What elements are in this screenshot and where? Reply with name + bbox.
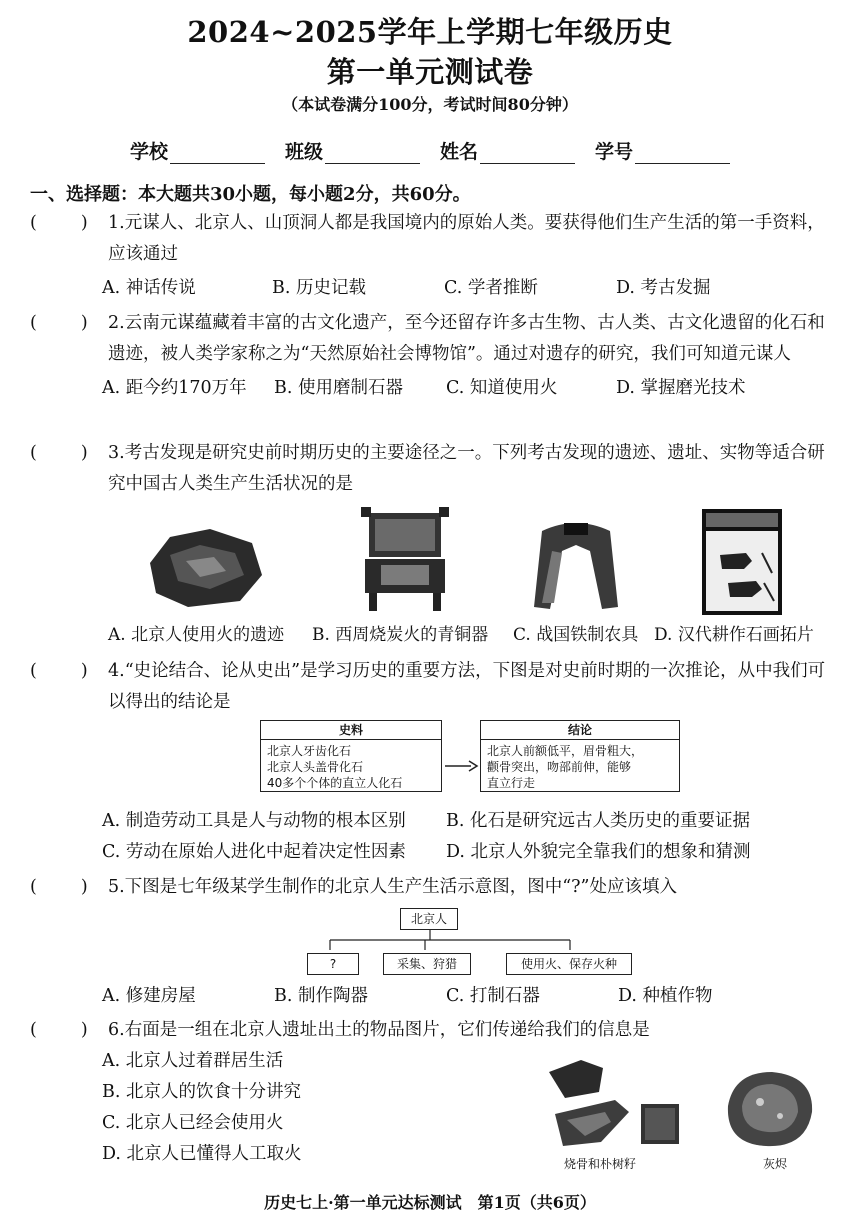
option-c[interactable]: C. 战国铁制农具 [513,625,639,645]
question-stem: 元谋人、北京人、山顶洞人都是我国境内的原始人类。要获得他们生产生活的第一手资料，应该通过 [108,213,825,264]
question-5-options [30,981,830,1012]
han-rubbing-image [702,509,782,615]
question-4 [30,656,830,718]
answer-paren[interactable]: ( ) [30,1020,88,1040]
option-a[interactable]: A. 北京人过着群居生活 [102,1051,284,1071]
fire-remains-image [140,515,270,615]
page-title: 2024~2025学年上学期七年级历史 [187,15,673,49]
tree-root: 北京人 [400,908,458,930]
question-stem: 考古发现是研究史前时期历史的主要途径之一。下列考古发现的遗迹、遗址、实物等适合研究中国古人类生产生活状况的是 [108,443,825,494]
source-line: 北京人头盖骨化石 [267,760,364,774]
question-3 [30,438,830,500]
source-line: 北京人牙齿化石 [267,744,352,758]
option-a[interactable]: A. 修建房屋 [102,986,196,1006]
option-d[interactable]: D. 北京人已懂得人工取火 [102,1144,302,1164]
option-c[interactable]: C. 知道使用火 [446,378,558,398]
source-box [260,720,442,792]
name-field[interactable] [440,137,575,164]
option-c[interactable]: C. 劳动在原始人进化中起着决定性因素 [102,842,406,862]
question-number: 2. [108,313,125,333]
option-d[interactable]: D. 北京人外貌完全靠我们的想象和猜测 [446,842,751,862]
option-d[interactable]: D. 种植作物 [618,986,713,1006]
source-title: 史料 [261,721,441,740]
burnt-bone-image [545,1058,685,1153]
section-heading: 一、选择题：本大题共30小题，每小题2分，共60分。 [30,184,471,205]
id-field[interactable] [595,137,730,164]
name-blank[interactable] [480,143,575,164]
conclusion-line: 北京人前额低平，眉骨粗大， [487,744,644,758]
option-c[interactable]: C. 打制石器 [446,986,540,1006]
conclusion-line: 直立行走 [487,776,536,790]
source-line: 40多个个体的直立人化石 [267,776,403,790]
conclusion-line: 颧骨突出，吻部前伸，能够 [487,760,632,774]
question-number: 4. [108,661,125,681]
caption-bone: 烧骨和朴树籽 [564,1157,637,1171]
id-label: 学号 [595,141,634,163]
option-b[interactable]: B. 历史记载 [272,278,366,298]
option-d[interactable]: D. 掌握磨光技术 [616,378,746,398]
conclusion-box [480,720,680,792]
option-b[interactable]: B. 西周烧炭火的青铜器 [312,625,489,645]
option-d[interactable]: D. 汉代耕作石画拓片 [654,625,814,645]
ash-image [720,1066,820,1152]
option-d[interactable]: D. 考古发掘 [616,278,711,298]
answer-paren[interactable]: ( ) [30,877,88,897]
tree-node-gathering: 采集、狩猎 [383,953,471,975]
class-label: 班级 [284,141,323,163]
option-a[interactable]: A. 制造劳动工具是人与动物的根本区别 [102,811,406,831]
question-number: 5. [108,877,125,897]
arrow-icon [443,760,479,772]
question-stem: 右面是一组在北京人遗址出土的物品图片，它们传递给我们的信息是 [124,1020,650,1040]
option-b[interactable]: B. 使用磨制石器 [274,378,403,398]
image-captions [108,620,838,645]
answer-paren[interactable]: ( ) [30,213,88,233]
name-label: 姓名 [440,141,479,163]
conclusion-title: 结论 [481,721,679,740]
question-stem: 下图是七年级某学生制作的北京人生产生活示意图，图中“?”处应该填入 [124,877,677,897]
question-number: 6. [108,1020,125,1040]
option-c[interactable]: C. 学者推断 [444,278,538,298]
option-c[interactable]: C. 北京人已经会使用火 [102,1113,284,1133]
class-field[interactable] [285,137,420,164]
option-b[interactable]: B. 北京人的饮食十分讲究 [102,1082,301,1102]
tree-node-unknown: ? [307,953,359,975]
school-blank[interactable] [170,143,265,164]
question-stem: “史论结合、论从史出”是学习历史的重要方法，下图是对史前时期的一次推论，从中我们可以得出的结论是 [108,661,826,712]
school-field[interactable] [130,137,265,164]
question-number: 3. [108,443,125,463]
question-2 [30,308,830,404]
class-blank[interactable] [325,143,420,164]
page-subtitle: 第一单元测试卷 [326,55,534,89]
option-a[interactable]: A. 神话传说 [102,278,196,298]
caption-ash: 灰烬 [763,1157,788,1171]
option-a[interactable]: A. 北京人使用火的遗迹 [108,625,285,645]
iron-tool-image [528,511,624,615]
option-b[interactable]: B. 制作陶器 [274,986,368,1006]
page-footer: 历史七上·第一单元达标测试 第1页（共6页） [264,1193,596,1212]
question-stem: 云南元谋蕴藏着丰富的古文化遗产，至今还留存许多古生物、古人类、古文化遗留的化石和遗迹，被人类学家称之为“天然原始社会博物馆”。通过对遗存的研究，我们可知道元谋人 [108,313,825,364]
id-blank[interactable] [635,143,730,164]
school-label: 学校 [129,141,168,163]
tree-node-fire: 使用火、保存火种 [506,953,632,975]
question-6 [30,1015,830,1170]
answer-paren[interactable]: ( ) [30,443,88,463]
question-4-options [30,806,830,868]
answer-paren[interactable]: ( ) [30,313,88,333]
bronze-vessel-image [355,503,455,615]
exam-note: （本试卷满分100分，考试时间80分钟） [282,95,578,114]
question-number: 1. [108,213,125,233]
answer-paren[interactable]: ( ) [30,661,88,681]
option-a[interactable]: A. 距今约170万年 [102,378,247,398]
option-b[interactable]: B. 化石是研究远古人类历史的重要证据 [446,811,750,831]
question-1 [30,208,830,304]
student-info-row [0,137,860,164]
question-5 [30,872,830,903]
